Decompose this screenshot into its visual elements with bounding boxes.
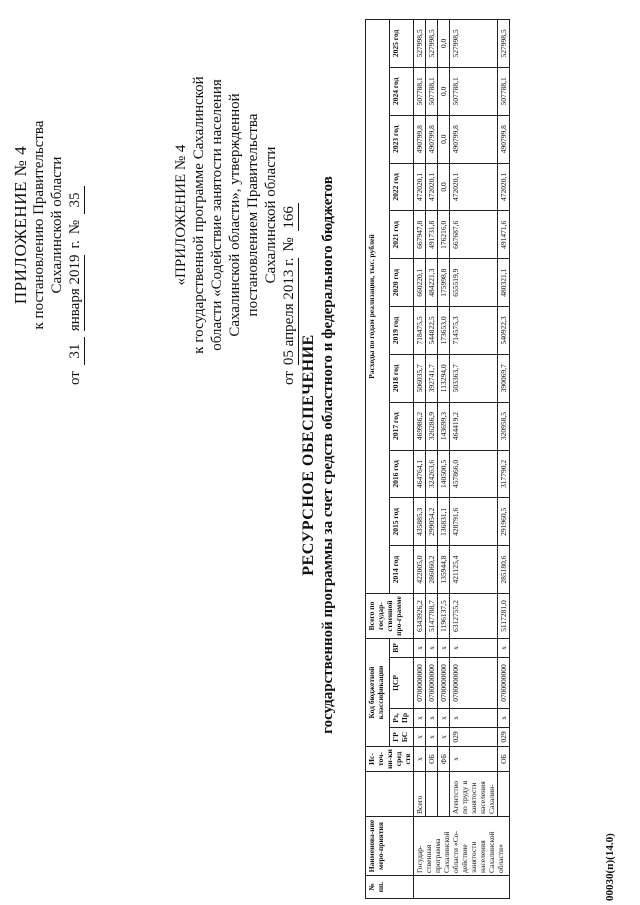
table-row [450, 20, 498, 899]
year-value-cell: 527998,5 [414, 20, 426, 68]
appendix-title: ПРИЛОЖЕНИЕ № 4 [11, 145, 30, 305]
table-row [498, 20, 510, 899]
year-value-cell: 667947,8 [414, 211, 426, 259]
year-value-cell: 464419,2 [450, 402, 498, 450]
year-value-cell: 0,0 [438, 67, 450, 115]
csr-cell: 0700000000 [426, 658, 438, 709]
source-cell: х [414, 747, 426, 772]
source-cell: х [450, 747, 498, 772]
vr-cell: х [426, 639, 438, 658]
rzpr-cell: х [414, 709, 426, 728]
prior-appendix-header [172, 45, 299, 385]
vr-cell: х [438, 639, 450, 658]
header-year: 2025 год [390, 20, 414, 68]
row-number-cell [414, 876, 510, 899]
appendix-from-label: от [67, 371, 83, 385]
appendix-number: 35 [66, 186, 85, 214]
year-value-cell: 655519,9 [450, 259, 498, 307]
header-no: № пп. [366, 876, 414, 899]
year-value-cell: 472020,1 [450, 163, 498, 211]
year-value-cell: 173653,0 [438, 307, 450, 355]
prior-line4: постановлением Правительства [245, 113, 261, 317]
year-value-cell: 527998,5 [498, 20, 510, 68]
year-value-cell: 490799,8 [450, 115, 498, 163]
grbs-cell: х [426, 728, 438, 747]
year-value-cell: 0,0 [438, 115, 450, 163]
year-value-cell: 484221,3 [426, 259, 438, 307]
year-value-cell: 472020,1 [498, 163, 510, 211]
year-value-cell: 135944,8 [438, 546, 450, 594]
year-value-cell: 507788,1 [414, 67, 426, 115]
year-value-cell: 136831,1 [438, 498, 450, 546]
header-year: 2021 год [390, 211, 414, 259]
appendix-no-label: № [67, 219, 83, 235]
footer-code: 00030(п)(14.0) [604, 833, 616, 901]
csr-cell: 0700000000 [438, 658, 450, 709]
prior-number: 166 [280, 203, 299, 231]
grbs-cell: х [414, 728, 426, 747]
year-value-cell: 490799,8 [414, 115, 426, 163]
year-value-cell: 113294,0 [438, 354, 450, 402]
year-value-cell: 286060,2 [426, 546, 438, 594]
year-value-cell: 491471,6 [498, 211, 510, 259]
year-value-cell: 324263,6 [426, 450, 438, 498]
header-year: 2020 год [390, 259, 414, 307]
header-rzpr: Рз, Пр [390, 709, 414, 728]
year-value-cell: 667687,6 [450, 211, 498, 259]
appendix-header [12, 65, 85, 385]
prior-line2: области «Содействие занятости населения [209, 79, 225, 351]
year-value-cell: 472020,1 [426, 163, 438, 211]
header-total: Всего по государ-ственной про-грамме [366, 594, 414, 639]
prior-line3: Сахалинской области», утвержденной [227, 93, 243, 337]
year-value-cell: 299054,2 [426, 498, 438, 546]
rotated-page [0, 5, 636, 905]
prior-line1: к государственной программе Сахалинской [191, 76, 207, 354]
grbs-cell: х [438, 728, 450, 747]
document-title: РЕСУРСНОЕ ОБЕСПЕЧЕНИЕ [300, 334, 317, 576]
header-year: 2018 год [390, 354, 414, 402]
year-value-cell: 469986,2 [414, 402, 426, 450]
header-csr: ЦСР [390, 658, 414, 709]
year-value-cell: 491731,8 [426, 211, 438, 259]
prior-date: 05 апреля 2013 г. [281, 257, 297, 366]
year-value-cell: 507788,1 [450, 67, 498, 115]
year-value-cell: 527998,5 [426, 20, 438, 68]
header-year: 2019 год [390, 307, 414, 355]
total-cell: 1196137,5 [438, 594, 450, 639]
csr-cell: 0700000000 [414, 658, 426, 709]
vr-cell: х [414, 639, 426, 658]
year-value-cell: 291960,5 [498, 498, 510, 546]
header-vr: ВР [390, 639, 414, 658]
year-value-cell: 527998,5 [450, 20, 498, 68]
header-year: 2016 год [390, 450, 414, 498]
prior-date-row [280, 45, 299, 385]
total-cell: 5117281,0 [498, 594, 510, 639]
header-year: 2024 год [390, 67, 414, 115]
year-value-cell: 428791,6 [450, 498, 498, 546]
appendix-year-suffix: г. [67, 240, 83, 249]
year-value-cell: 0,0 [438, 163, 450, 211]
executor-cell [438, 772, 450, 817]
year-value-cell: 422005,0 [414, 546, 426, 594]
year-value-cell: 464764,1 [414, 450, 426, 498]
vr-cell: х [450, 639, 498, 658]
year-value-cell: 392741,7 [426, 354, 438, 402]
year-value-cell: 0,0 [438, 20, 450, 68]
rzpr-cell: х [438, 709, 450, 728]
year-value-cell: 714575,3 [450, 307, 498, 355]
executor-cell [498, 772, 510, 817]
header-year: 2017 год [390, 402, 414, 450]
rzpr-cell: х [450, 709, 498, 728]
header-years-group: Расходы по годам реализации, тыс. рублей [366, 20, 390, 594]
header-source: Ис-точ-ни-ки сред ств [366, 747, 414, 772]
year-value-cell: 660220,1 [414, 259, 426, 307]
executor-cell [426, 772, 438, 817]
year-value-cell: 490799,8 [426, 115, 438, 163]
header-budget-code: Код бюджетной классификации [366, 639, 390, 747]
prior-from-label: от [281, 371, 297, 385]
total-cell: 6312755,2 [450, 594, 498, 639]
year-value-cell: 490799,8 [498, 115, 510, 163]
header-grbs: ГР БС [390, 728, 414, 747]
grbs-cell: 029 [498, 728, 510, 747]
prior-no-label: № [281, 237, 297, 252]
year-value-cell: 540922,3 [498, 307, 510, 355]
rzpr-cell: х [498, 709, 510, 728]
header-blank [366, 772, 414, 817]
source-cell: ОБ [426, 747, 438, 772]
year-value-cell: 472020,1 [414, 163, 426, 211]
year-value-cell: 507788,1 [498, 67, 510, 115]
source-cell: ОБ [498, 747, 510, 772]
executor-cell: Всего [414, 772, 426, 817]
table-row [438, 20, 450, 899]
header-name: Наименова-ние меро-приятия [366, 817, 414, 876]
header-year: 2023 год [390, 115, 414, 163]
csr-cell: 0700000000 [498, 658, 510, 709]
year-value-cell: 175998,8 [438, 259, 450, 307]
total-cell: 6343926,2 [414, 594, 426, 639]
year-value-cell: 503363,7 [450, 354, 498, 402]
year-value-cell: 421125,4 [450, 546, 498, 594]
header-year: 2014 год [390, 546, 414, 594]
resource-table [365, 19, 510, 899]
appendix-month-year: января 2019 [67, 254, 83, 332]
grbs-cell: 029 [450, 728, 498, 747]
document-subtitle: государственной программы за счет средств областного и федерального бюджетов [320, 176, 336, 734]
appendix-day: 31 [66, 337, 85, 365]
year-value-cell: 320958,5 [498, 402, 510, 450]
year-value-cell: 176216,0 [438, 211, 450, 259]
rzpr-cell: х [426, 709, 438, 728]
appendix-date-row [66, 65, 85, 385]
year-value-cell: 480321,1 [498, 259, 510, 307]
header-year: 2022 год [390, 163, 414, 211]
csr-cell: 0700000000 [450, 658, 498, 709]
year-value-cell: 285180,6 [498, 546, 510, 594]
year-value-cell: 140500,5 [438, 450, 450, 498]
year-value-cell: 435885,3 [414, 498, 426, 546]
year-value-cell: 718475,5 [414, 307, 426, 355]
prior-line5: Сахалинской области [263, 146, 279, 284]
header-year: 2015 год [390, 498, 414, 546]
table-row [426, 20, 438, 899]
total-cell: 5147788,7 [426, 594, 438, 639]
year-value-cell: 544822,5 [426, 307, 438, 355]
table-row [414, 20, 426, 899]
vr-cell: х [498, 639, 510, 658]
year-value-cell: 143699,3 [438, 402, 450, 450]
executor-cell: Агентство по труду и занятости населения Сахалин- [450, 772, 498, 817]
year-value-cell: 506035,7 [414, 354, 426, 402]
prior-title: «ПРИЛОЖЕНИЕ № 4 [173, 144, 189, 286]
appendix-line1: к постановлению Правительства [31, 120, 47, 330]
year-value-cell: 457866,0 [450, 450, 498, 498]
source-cell: ФБ [438, 747, 450, 772]
program-name-cell: Государ-ственная программа Сахалинской области «Со-действие занятости населения Сахалинской области» [414, 817, 510, 876]
appendix-line2: Сахалинской области [49, 156, 65, 294]
year-value-cell: 507788,1 [426, 67, 438, 115]
year-value-cell: 317790,2 [498, 450, 510, 498]
year-value-cell: 390069,7 [498, 354, 510, 402]
year-value-cell: 326286,9 [426, 402, 438, 450]
